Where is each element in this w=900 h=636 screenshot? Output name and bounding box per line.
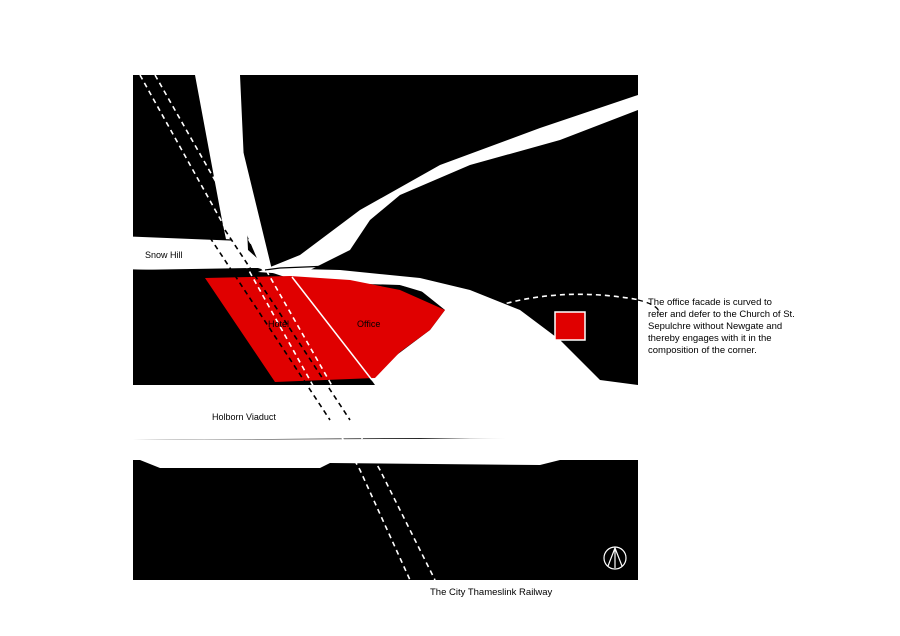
label-hotel: Hotel [268,319,290,329]
annotation-line: thereby engages with it in the [648,333,772,344]
label-office: Office [357,319,381,329]
annotation [648,297,808,357]
church-highlight [555,312,585,340]
street-holborn-viaduct [133,396,638,440]
annotation-line: composition of the corner. [648,345,757,356]
annotation-line: refer and defer to the Church of St. [648,309,795,320]
label-holborn-viaduct: Holborn Viaduct [212,412,276,422]
label-snow-hill: Snow Hill [145,250,183,260]
annotation-line: Sepulchre without Newgate and [648,321,783,332]
annotation-line: The office facade is curved to [648,297,772,308]
caption: The City Thameslink Railway [430,587,553,598]
church [555,312,585,340]
